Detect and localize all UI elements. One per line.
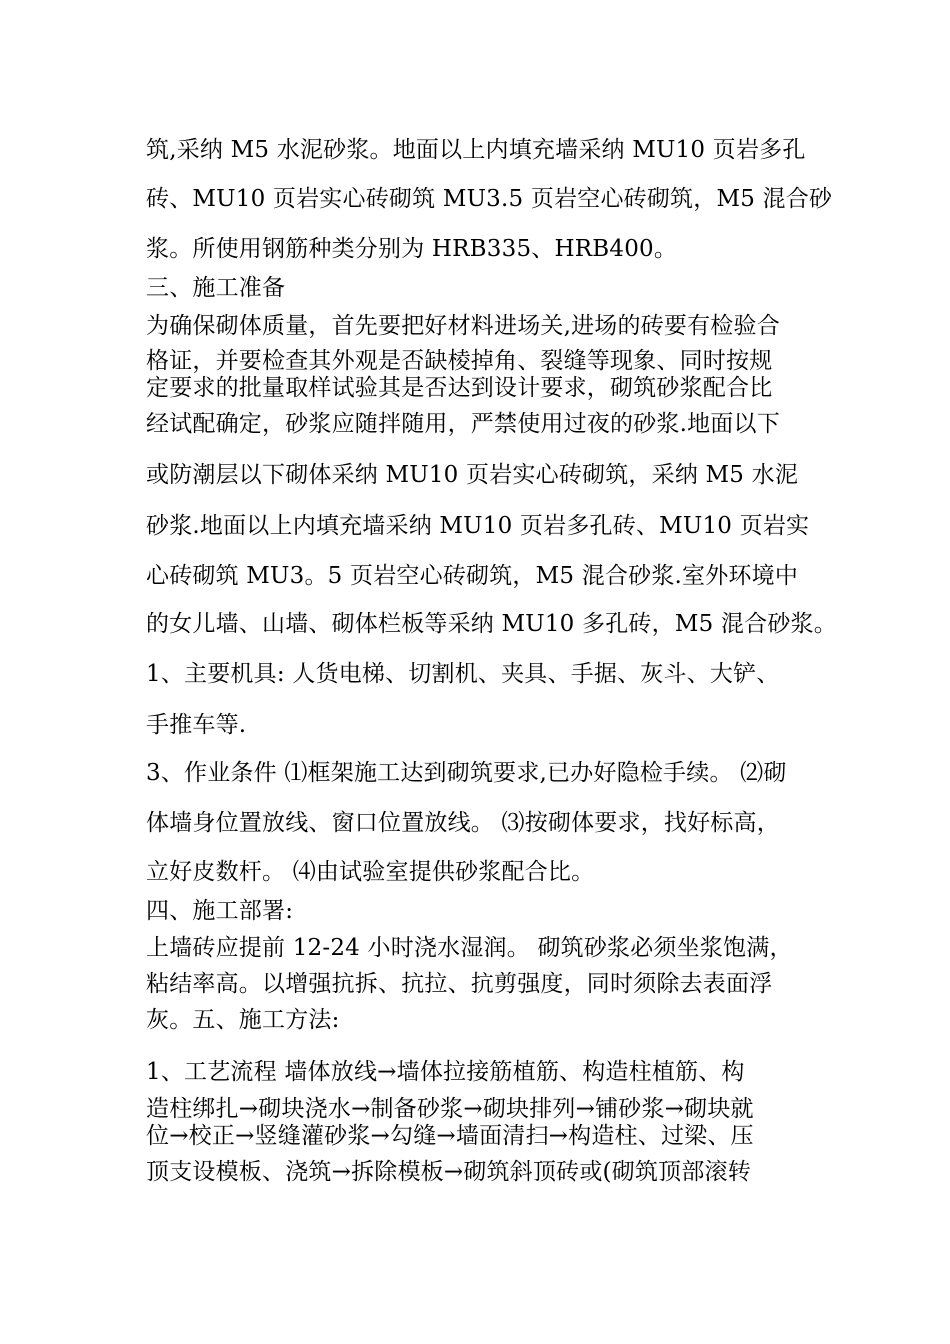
text-line: 经试配确定，砂浆应随拌随用，严禁使用过夜的砂浆.地面以下 bbox=[146, 411, 780, 437]
text-line: 位→校正→竖缝灌砂浆→勾缝→墙面清扫→构造柱、过梁、压 bbox=[146, 1123, 754, 1149]
text-line: 手推车等. bbox=[146, 712, 247, 738]
text-line: 体墙身位置放线、窗口位置放线。 ⑶按砌体要求，找好标高， bbox=[146, 810, 780, 836]
text-line: 浆。所使用钢筋种类分别为 HRB335、HRB400。 bbox=[146, 236, 678, 262]
list-item: 1、主要机具: 人货电梯、切割机、夹具、手据、灰斗、大铲、 bbox=[146, 661, 780, 687]
list-item: 3、作业条件 ⑴框架施工达到砌筑要求,已办好隐检手续。 ⑵砌 bbox=[146, 760, 787, 786]
text-line: 上墙砖应提前 12-24 小时浇水湿润。 砌筑砂浆必须坐浆饱满， bbox=[146, 935, 793, 961]
text-line: 造柱绑扎→砌块浇水→制备砂浆→砌块排列→铺砂浆→砌块就 bbox=[146, 1096, 754, 1122]
text-line: 立好皮数杆。 ⑷由试验室提供砂浆配合比。 bbox=[146, 859, 595, 885]
text-line: 顶支设模板、浇筑→拆除模板→砌筑斜顶砖或(砌筑顶部滚转 bbox=[146, 1159, 751, 1185]
text-line: 为确保砌体质量，首先要把好材料进场关,进场的砖要有检验合 bbox=[146, 313, 780, 339]
text-line: 心砖砌筑 MU3。5 页岩空心砖砌筑，M5 混合砂浆.室外环境中 bbox=[146, 563, 799, 589]
text-line: 灰。五、施工方法: bbox=[146, 1007, 340, 1033]
section-heading: 三、施工准备 bbox=[146, 275, 286, 301]
text-line: 格证，并要检查其外观是否缺棱掉角、裂缝等现象、同时按规 bbox=[146, 348, 773, 374]
text-line: 定要求的批量取样试验其是否达到设计要求，砌筑砂浆配合比 bbox=[146, 375, 773, 401]
text-line: 砂浆.地面以上内填充墙采纳 MU10 页岩多孔砖、MU10 页岩实 bbox=[146, 513, 810, 539]
section-heading: 四、施工部署: bbox=[146, 898, 294, 924]
text-line: 砖、MU10 页岩实心砖砌筑 MU3.5 页岩空心砖砌筑，M5 混合砂 bbox=[146, 186, 833, 212]
text-line: 粘结率高。以增强抗拆、抗拉、抗剪强度，同时须除去表面浮 bbox=[146, 971, 773, 997]
text-line: 的女儿墙、山墙、砌体栏板等采纳 MU10 多孔砖，M5 混合砂浆。 bbox=[146, 611, 837, 637]
text-line: 1、工艺流程 墙体放线→墙体拉接筋植筋、构造柱植筋、构 bbox=[146, 1059, 745, 1085]
text-line: 筑,采纳 M5 水泥砂浆。地面以上内填充墙采纳 MU10 页岩多孔 bbox=[146, 137, 806, 163]
text-line: 或防潮层以下砌体采纳 MU10 页岩实心砖砌筑，采纳 M5 水泥 bbox=[146, 462, 799, 488]
